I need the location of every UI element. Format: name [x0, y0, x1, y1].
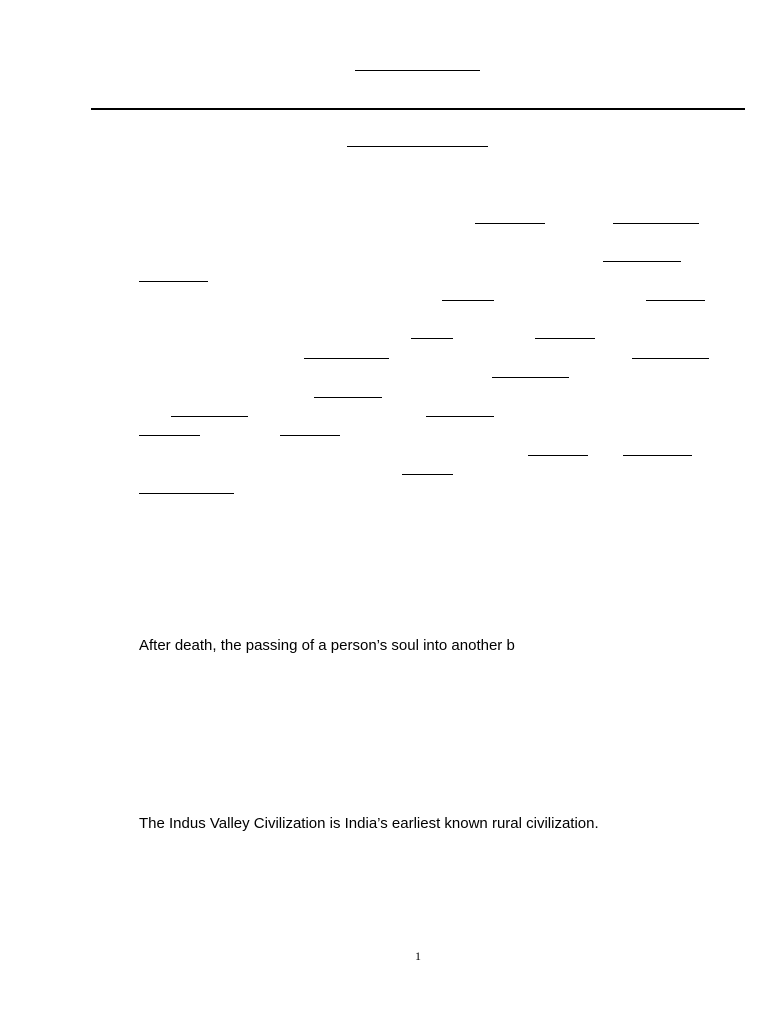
answer-blank[interactable] — [139, 493, 234, 494]
answer-blank[interactable] — [475, 223, 545, 224]
header-divider — [91, 108, 745, 110]
answer-blank[interactable] — [632, 358, 709, 359]
answer-blank[interactable] — [535, 338, 595, 339]
answer-blank[interactable] — [171, 416, 248, 417]
answer-blank[interactable] — [139, 435, 200, 436]
answer-blank[interactable] — [280, 435, 340, 436]
title-blank — [355, 70, 480, 71]
answer-blank[interactable] — [426, 416, 494, 417]
page-number: 1 — [415, 949, 421, 963]
answer-blank[interactable] — [139, 281, 208, 282]
answer-blank[interactable] — [411, 338, 453, 339]
answer-blank[interactable] — [442, 300, 494, 301]
answer-blank[interactable] — [528, 455, 588, 456]
answer-blank[interactable] — [402, 474, 453, 475]
answer-blank[interactable] — [314, 397, 382, 398]
answer-blank[interactable] — [492, 377, 569, 378]
statement-text: After death, the passing of a person’s soul into another b — [139, 637, 515, 654]
answer-blank[interactable] — [623, 455, 692, 456]
statement-text: The Indus Valley Civilization is India’s earliest known rural civilization. — [139, 815, 599, 832]
answer-blank[interactable] — [646, 300, 705, 301]
answer-blank[interactable] — [603, 261, 681, 262]
answer-blank[interactable] — [613, 223, 699, 224]
subtitle-blank — [347, 146, 488, 147]
answer-blank[interactable] — [304, 358, 389, 359]
